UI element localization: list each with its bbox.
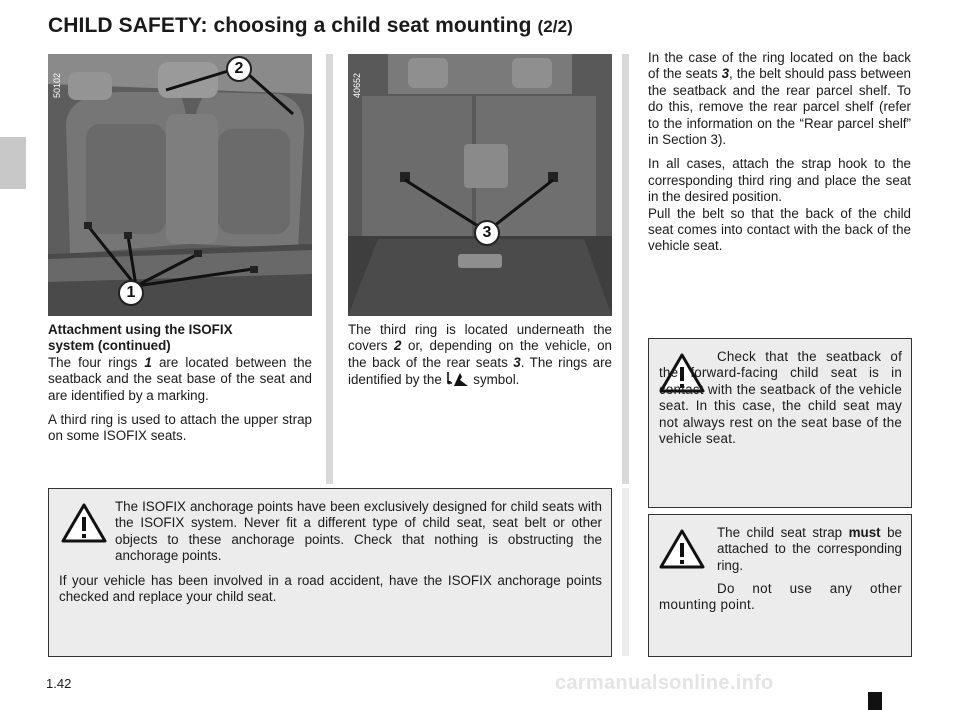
section-tab <box>0 137 26 189</box>
rear-seats-illustration <box>48 54 312 316</box>
page-title: CHILD SAFETY: choosing a child seat mounting (2/2) <box>48 14 573 37</box>
third-ring-paragraph: A third ring is used to attach the upper strap on some ISOFIX seats. <box>48 412 312 444</box>
tether-anchor-icon <box>446 371 470 387</box>
belt-routing-text: In the case of the ring located on the back of the seats 3, the belt should pass between the seatback and the rear parcel shelf. To do this, remove the rear parcel shelf (refer to the information on the “Rear parcel shelf” in Section 3). In all cases, attach the strap hook to the corresponding third ring and place the seat in the desired position. Pull the belt so that the back of the child seat comes into contact with the back of the vehicle seat. <box>648 50 911 254</box>
page-title-suffix: (2/2) <box>537 17 573 36</box>
warning-box-isofix: The ISOFIX anchorage points have been exclusively designed for child seats with the ISOFIX system. Never fit a different type of child seat, seat belt or other objects to these anchorage points. Check that nothing is obstructing the anchorage points. If your vehicle has been involved in a road accident, have the ISOFIX anchorage points checked and replace your child seat. <box>48 488 612 657</box>
trunk-illustration <box>348 54 612 316</box>
page-number: 1.42 <box>46 676 72 691</box>
warning-triangle-icon <box>61 503 107 543</box>
end-of-page-marker <box>868 692 882 710</box>
figure-id-left: 50102 <box>52 72 62 98</box>
warning-triangle-icon <box>659 529 705 569</box>
figure-id-middle: 40652 <box>352 72 362 98</box>
column-separator-2 <box>622 54 629 484</box>
callout-2: 2 <box>226 56 252 82</box>
trunk-photo <box>348 54 612 316</box>
callout-3: 3 <box>474 220 500 246</box>
warning-box-strap: The child seat strap must be attached to the corresponding ring. Do not use any other mounting point. <box>648 514 912 657</box>
section-heading: Attachment using the ISOFIX system (continued) <box>48 322 233 354</box>
rear-seats-photo <box>48 54 312 316</box>
column-separator-1 <box>326 54 333 484</box>
isofix-attachment-text <box>48 322 312 453</box>
warning-box-seatback: Check that the seatback of the forward-facing child seat is in contact with the seatback of the vehicle seat. In this case, the child seat may not always rest on the seat base of the vehicle seat. <box>648 338 912 508</box>
callout-1: 1 <box>118 280 144 306</box>
third-ring-location-text: The third ring is located underneath the covers 2 or, depending on the vehicle, on the back of the rear seats 3. The rings are identified by the symbol. <box>348 322 613 388</box>
column-separator-3 <box>622 488 629 656</box>
rings-paragraph: The four rings 1 are located between the seatback and the seat base of the seat and are identified by a marking. <box>48 354 312 403</box>
watermark: carmanualsonline.info <box>555 672 774 694</box>
